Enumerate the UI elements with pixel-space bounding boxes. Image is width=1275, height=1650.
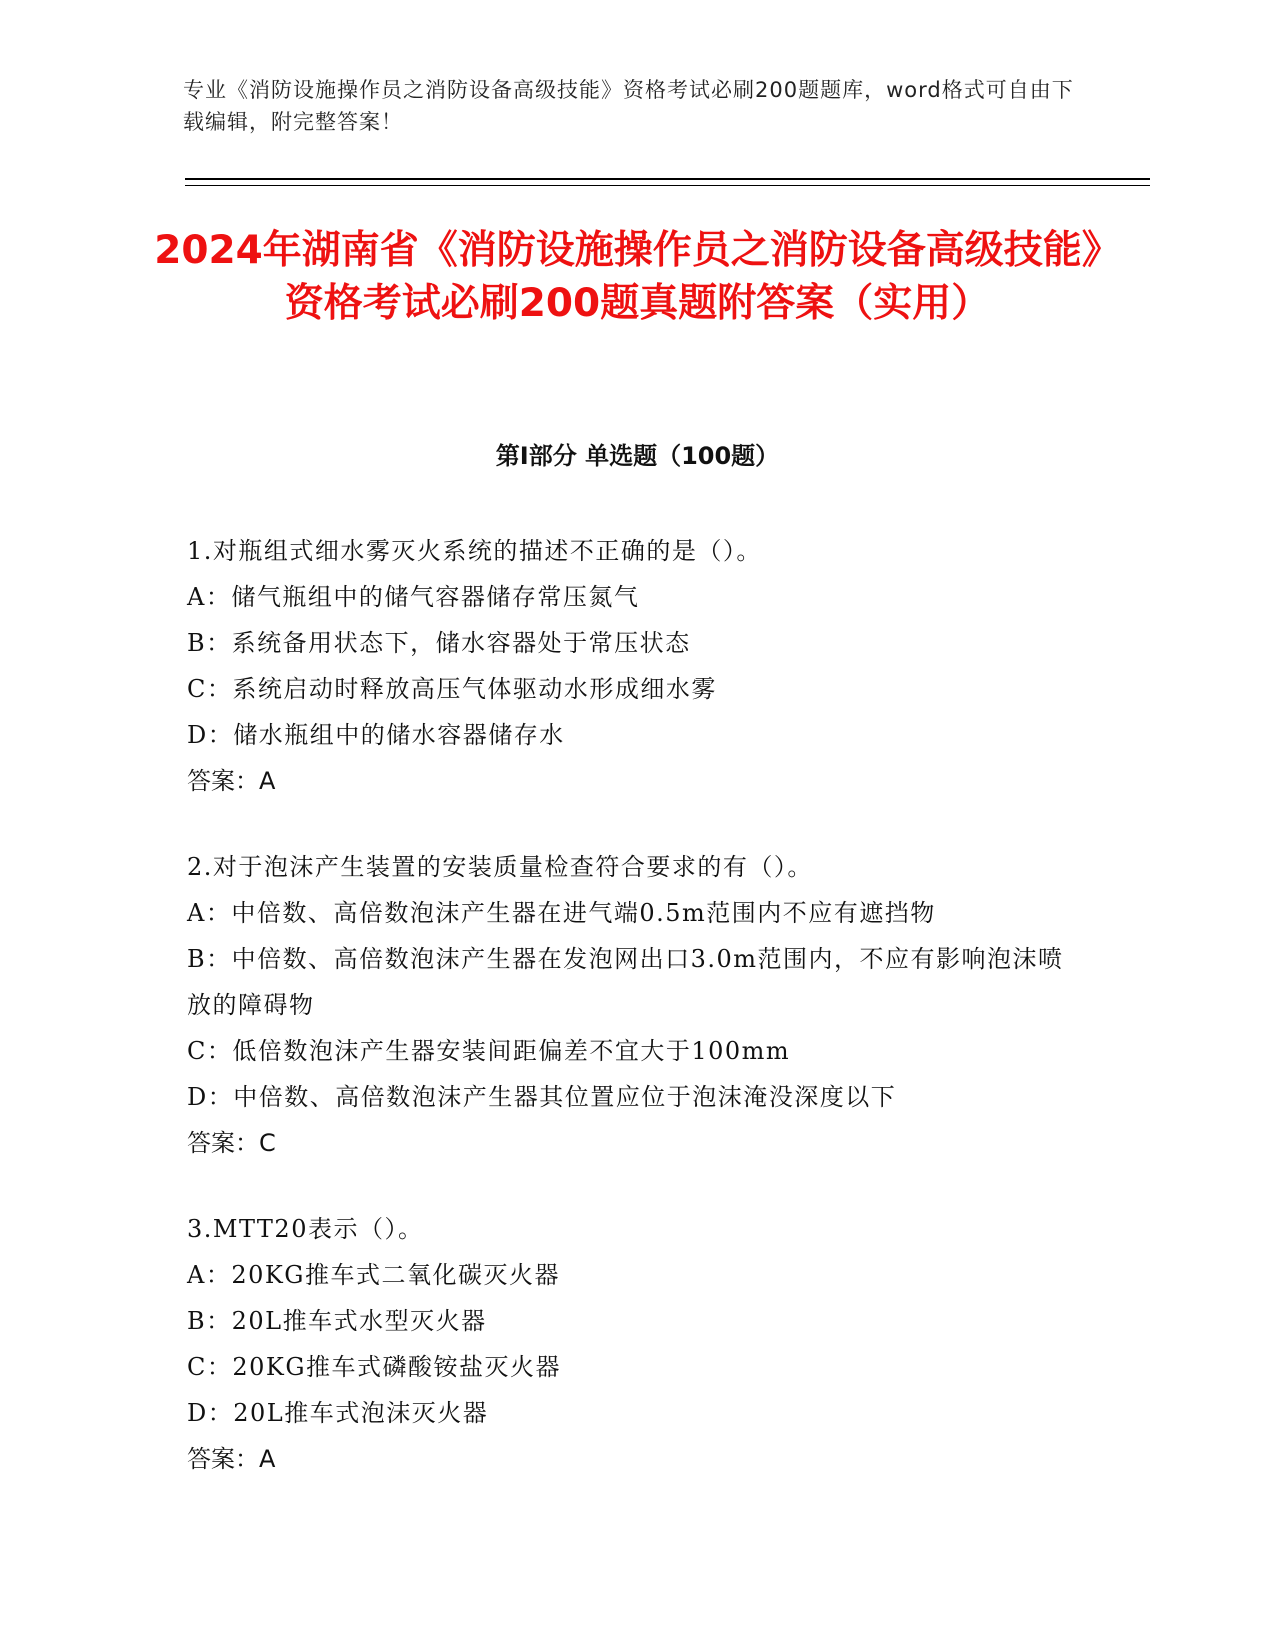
question-stem: 3.MTT20表示（）。 <box>187 1215 424 1243</box>
option-a: A：20KG推车式二氧化碳灭火器 <box>187 1261 560 1289</box>
option-c: C：系统启动时释放高压气体驱动水形成细水雾 <box>187 675 717 703</box>
option-b: B：20L推车式水型灭火器 <box>187 1307 487 1335</box>
option-b: B：系统备用状态下，储水容器处于常压状态 <box>187 629 691 657</box>
header-note: 专业《消防设施操作员之消防设备高级技能》资格考试必刷200题题库，word格式可自由下载编辑，附完整答案！ <box>183 78 1074 134</box>
question-list <box>187 528 1067 1522</box>
question-2 <box>187 844 1067 1166</box>
option-d: D：中倍数、高倍数泡沫产生器其位置应位于泡沫淹没深度以下 <box>187 1083 897 1111</box>
option-c: C：20KG推车式磷酸铵盐灭火器 <box>187 1353 562 1381</box>
question-stem: 1.对瓶组式细水雾灭火系统的描述不正确的是（）。 <box>187 537 762 565</box>
header-rule-thin <box>185 185 1150 186</box>
document-title: 2024年湖南省《消防设施操作员之消防设备高级技能》资格考试必刷200题真题附答案（实用） <box>154 228 1121 326</box>
question-3 <box>187 1206 1067 1482</box>
answer: 答案：A <box>187 1445 276 1473</box>
option-b: B：中倍数、高倍数泡沫产生器在发泡网出口3.0m范围内，不应有影响泡沫喷放的障碍物 <box>187 945 1064 1019</box>
answer: 答案：A <box>187 767 276 795</box>
question-1 <box>187 528 1067 804</box>
option-a: A：中倍数、高倍数泡沫产生器在进气端0.5m范围内不应有遮挡物 <box>187 899 936 927</box>
option-d: D：20L推车式泡沫灭火器 <box>187 1399 489 1427</box>
option-d: D：储水瓶组中的储水容器储存水 <box>187 721 565 749</box>
section-title: 第I部分 单选题（100题） <box>495 442 780 470</box>
answer: 答案：C <box>187 1129 276 1157</box>
header-rule-thick <box>185 178 1150 180</box>
option-a: A：储气瓶组中的储气容器储存常压氮气 <box>187 583 640 611</box>
question-stem: 2.对于泡沫产生装置的安装质量检查符合要求的有（）。 <box>187 853 813 881</box>
option-c: C：低倍数泡沫产生器安装间距偏差不宜大于100mm <box>187 1037 791 1065</box>
